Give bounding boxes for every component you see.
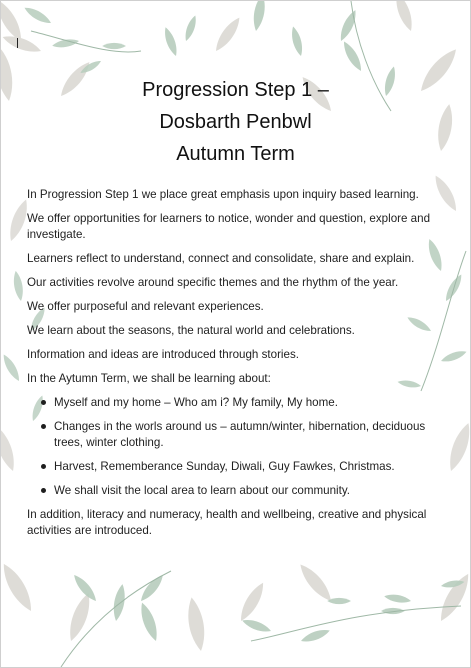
list-item <box>54 483 447 499</box>
list-item-text: We shall visit the local area to learn about our community. <box>54 484 350 497</box>
text-cursor <box>17 38 18 48</box>
bullet-icon <box>41 464 46 469</box>
title-line-3: Autumn Term <box>176 143 295 165</box>
closing-paragraph: In addition, literacy and numeracy, health and wellbeing, creative and physical activities are introduced. <box>27 508 427 537</box>
document-title <box>1 74 470 170</box>
list-item-text: Myself and my home – Who am i? My family, My home. <box>54 396 338 409</box>
paragraph: In Progression Step 1 we place great emphasis upon inquiry based learning. <box>27 188 419 201</box>
paragraph: Learners reflect to understand, connect and consolidate, share and explain. <box>27 252 415 265</box>
list-item-text: Harvest, Rememberance Sunday, Diwali, Guy Fawkes, Christmas. <box>54 460 395 473</box>
list-item-text: Changes in the worls around us – autumn/winter, hibernation, deciduous trees, winter clothing. <box>54 420 426 449</box>
document-body <box>27 187 447 547</box>
title-line-2: Dosbarth Penbwl <box>159 111 312 133</box>
paragraph: Information and ideas are introduced through stories. <box>27 348 299 361</box>
paragraph: We offer opportunities for learners to notice, wonder and question, explore and investigate. <box>27 212 431 241</box>
bullet-icon <box>41 400 46 405</box>
paragraph: In the Aytumn Term, we shall be learning about: <box>27 372 271 385</box>
topic-list <box>27 395 447 499</box>
title-line-1: Progression Step 1 – <box>142 79 329 101</box>
list-item <box>54 419 447 451</box>
bullet-icon <box>41 424 46 429</box>
paragraph: We learn about the seasons, the natural world and celebrations. <box>27 324 355 337</box>
paragraph: We offer purposeful and relevant experiences. <box>27 300 264 313</box>
list-item <box>54 395 447 411</box>
paragraph: Our activities revolve around specific themes and the rhythm of the year. <box>27 276 399 289</box>
list-item <box>54 459 447 475</box>
bullet-icon <box>41 488 46 493</box>
